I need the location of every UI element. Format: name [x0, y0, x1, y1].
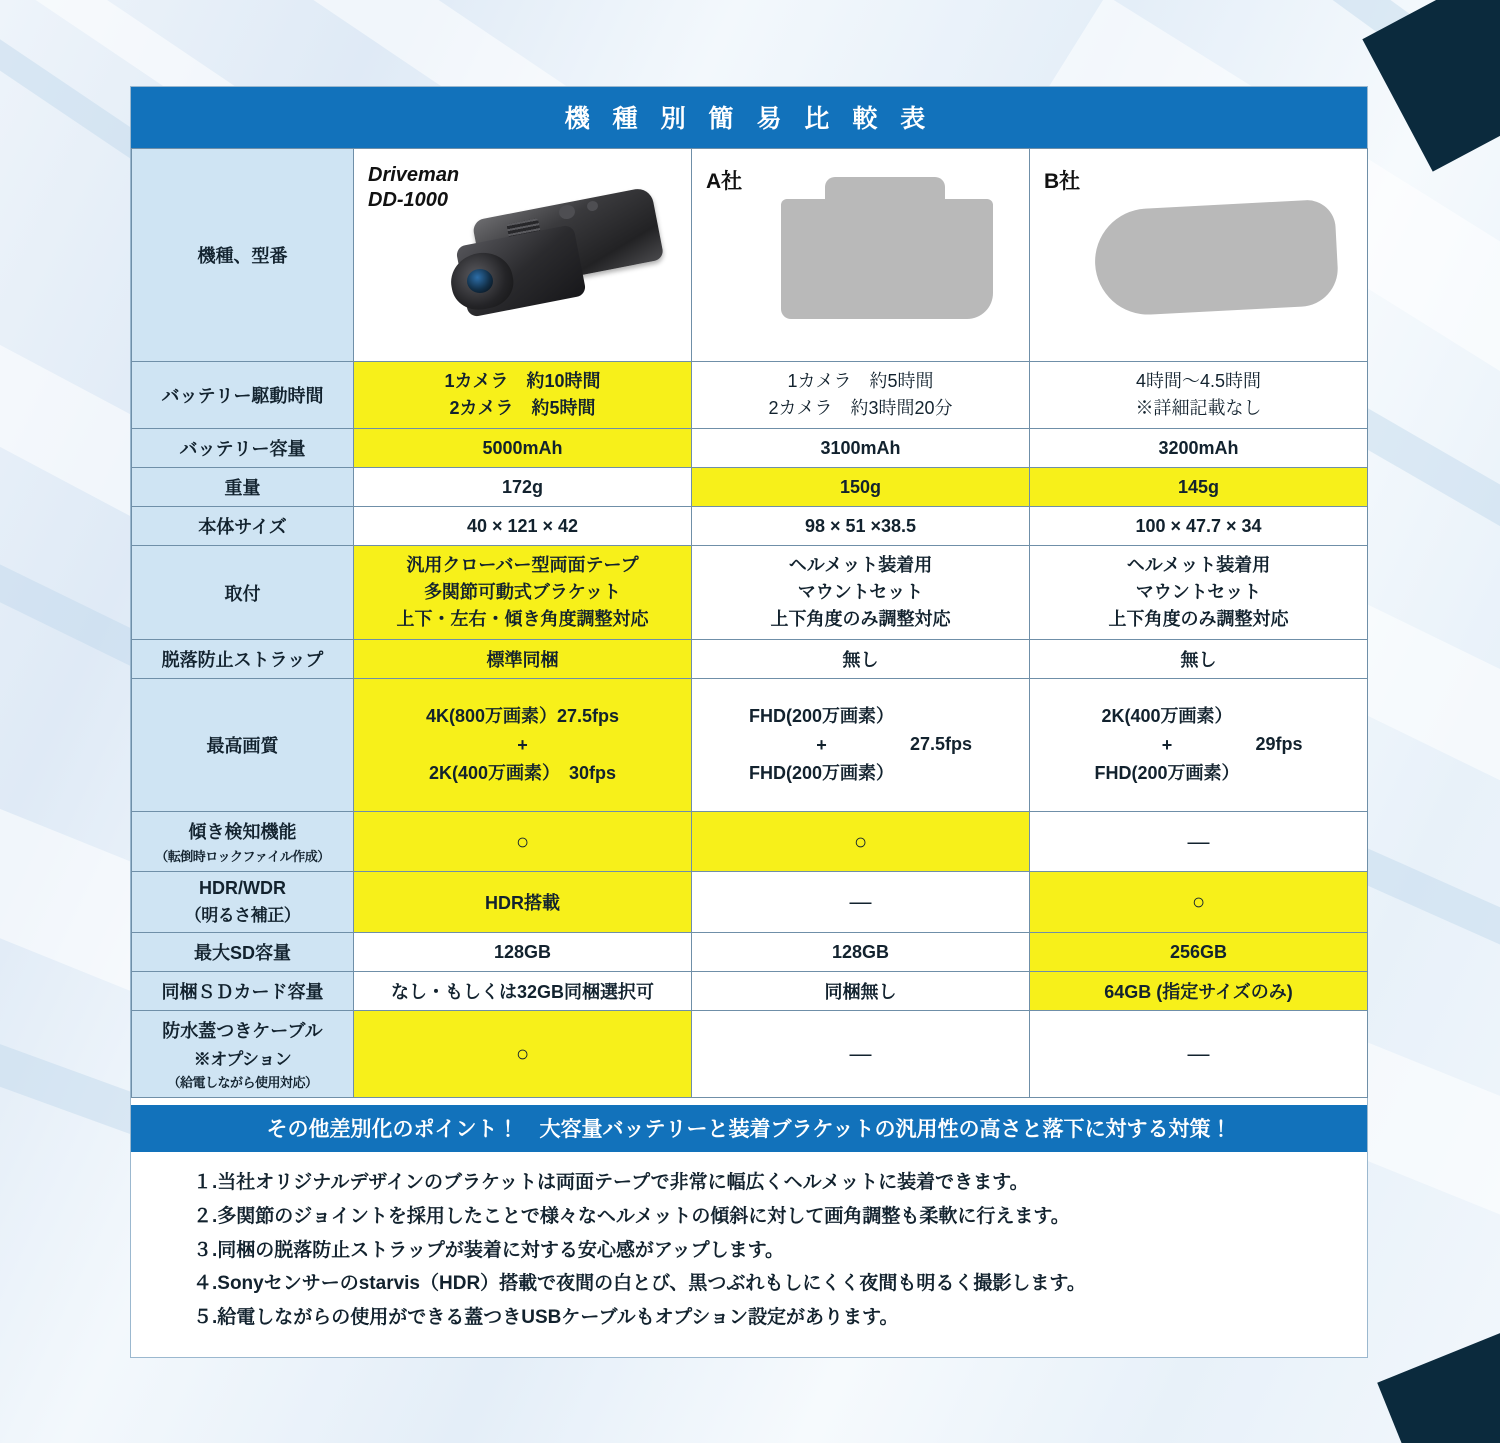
list-item: １.当社オリジナルデザインのブラケットは両面テープで非常に幅広くヘルメットに装着できます。 — [193, 1172, 1029, 1193]
comparison-sheet — [130, 86, 1368, 1358]
row-header-power-subtext: （給電しながら使用対応） — [167, 1075, 318, 1090]
cell-bundled-sd-a: 同梱無し — [692, 972, 1030, 1011]
row-header-max-sd: 最大SD容量 — [132, 933, 354, 972]
table-row — [132, 546, 1368, 640]
brand-name: Driveman — [368, 164, 460, 186]
cell-tilt-driveman: ○ — [354, 812, 692, 872]
table-row — [132, 640, 1368, 679]
cell-tilt-b: — — [1030, 812, 1368, 872]
quality-fps-a: 27.5fps — [909, 734, 973, 755]
cell-battery-capacity-b: 3200mAh — [1030, 429, 1368, 468]
cell-weight-b: 145g — [1030, 468, 1368, 507]
row-header-weight: 重量 — [132, 468, 354, 507]
row-header-hdr-subtext: （明るさ補正） — [184, 906, 301, 925]
cell-battery-life-a: 1カメラ 約5時間 2カメラ 約3時間20分 — [692, 362, 1030, 429]
product-cell-company-b — [1030, 149, 1368, 362]
cell-tilt-a: ○ — [692, 812, 1030, 872]
row-header-quality: 最高画質 — [132, 679, 354, 812]
cell-size-b: 100 × 47.7 × 34 — [1030, 507, 1368, 546]
cell-battery-capacity-driveman: 5000mAh — [354, 429, 692, 468]
table-row — [132, 362, 1368, 429]
table-row — [132, 429, 1368, 468]
row-header-option-subtext: ※オプション — [193, 1050, 292, 1069]
cell-weight-a: 150g — [692, 468, 1030, 507]
cell-mount-b: ヘルメット装着用 マウントセット 上下角度のみ調整対応 — [1030, 546, 1368, 640]
cell-waterproof-driveman: ○ — [354, 1011, 692, 1098]
company-b-product-silhouette — [1092, 199, 1339, 318]
list-item: ２.多関節のジョイントを採用したことで様々なヘルメットの傾斜に対して画角調整も柔軟に行えます。 — [193, 1205, 1070, 1227]
row-header-model: 機種、型番 — [132, 149, 354, 362]
table-row — [132, 933, 1368, 972]
cell-quality-driveman: 4K(800万画素）27.5fps + 2K(400万画素） 30fps — [354, 679, 692, 812]
cell-bundled-sd-b: 64GB (指定サイズのみ) — [1030, 972, 1368, 1011]
table-row — [132, 149, 1368, 362]
cell-hdr-a: — — [692, 872, 1030, 933]
cell-strap-driveman: 標準同梱 — [354, 640, 692, 679]
cell-mount-a: ヘルメット装着用 マウントセット 上下角度のみ調整対応 — [692, 546, 1030, 640]
cell-hdr-b: ○ — [1030, 872, 1368, 933]
cell-quality-b: 2K(400万画素） + FHD(200万画素） 29fps — [1030, 679, 1368, 812]
cell-quality-a: FHD(200万画素） + FHD(200万画素） 27.5fps — [692, 679, 1030, 812]
brand-model: DD-1000 — [368, 189, 449, 211]
table-row — [132, 679, 1368, 812]
table-row — [132, 1011, 1368, 1098]
cell-strap-b: 無し — [1030, 640, 1368, 679]
row-header-bundled-sd: 同梱ＳＤカード容量 — [132, 972, 354, 1011]
cell-max-sd-a: 128GB — [692, 933, 1030, 972]
cell-bundled-sd-driveman: なし・もしくは32GB同梱選択可 — [354, 972, 692, 1011]
list-item: ５.給電しながらの使用ができる蓋つきUSBケーブルもオプション設定があります。 — [193, 1307, 899, 1329]
table-row — [132, 468, 1368, 507]
cell-weight-driveman: 172g — [354, 468, 692, 507]
row-header-size: 本体サイズ — [132, 507, 354, 546]
comparison-table — [131, 148, 1368, 1098]
table-row — [132, 812, 1368, 872]
row-header-battery-capacity: バッテリー容量 — [132, 429, 354, 468]
cell-waterproof-a: — — [692, 1011, 1030, 1098]
cell-strap-a: 無し — [692, 640, 1030, 679]
table-row — [132, 972, 1368, 1011]
product-cell-company-a — [692, 149, 1030, 362]
cell-max-sd-driveman: 128GB — [354, 933, 692, 972]
cell-battery-capacity-a: 3100mAh — [692, 429, 1030, 468]
cell-battery-life-b: 4時間〜4.5時間 ※詳細記載なし — [1030, 362, 1368, 429]
company-a-label: A社 — [706, 170, 743, 193]
row-header-hdr: HDR/WDR （明るさ補正） — [132, 872, 354, 933]
table-row — [132, 872, 1368, 933]
table-row — [132, 507, 1368, 546]
cell-hdr-driveman: HDR搭載 — [354, 872, 692, 933]
cell-size-a: 98 × 51 ×38.5 — [692, 507, 1030, 546]
list-item: ３.同梱の脱落防止ストラップが装着に対する安心感がアップします。 — [193, 1239, 785, 1261]
page-title: 機 種 別 簡 易 比 較 表 — [131, 87, 1367, 148]
points-banner: その他差別化のポイント！ 大容量バッテリーと装着ブラケットの汎用性の高さと落下に対する対策！ — [131, 1105, 1367, 1152]
company-a-product-silhouette — [781, 199, 993, 319]
list-item: ４.Sonyセンサーのstarvis（HDR）搭載で夜間の白とび、黒つぶれもしにくく夜間も明るく撮影します。 — [193, 1273, 1086, 1295]
camera-illustration — [441, 179, 669, 339]
cell-size-driveman: 40 × 121 × 42 — [354, 507, 692, 546]
cell-battery-life-driveman: 1カメラ 約10時間 2カメラ 約5時間 — [354, 362, 692, 429]
cell-waterproof-b: — — [1030, 1011, 1368, 1098]
cell-mount-driveman: 汎用クローバー型両面テープ 多関節可動式ブラケット 上下・左右・傾き角度調整対応 — [354, 546, 692, 640]
row-header-waterproof-cable: 防水蓋つきケーブル ※オプション （給電しながら使用対応） — [132, 1011, 354, 1098]
row-header-mount: 取付 — [132, 546, 354, 640]
row-header-battery-life: バッテリー駆動時間 — [132, 362, 354, 429]
row-header-tilt-detection: 傾き検知機能 （転倒時ロックファイル作成） — [132, 812, 354, 872]
row-header-strap: 脱落防止ストラップ — [132, 640, 354, 679]
company-b-label: B社 — [1044, 170, 1081, 193]
row-header-tilt-subtext: （転倒時ロックファイル作成） — [155, 849, 330, 864]
quality-fps-b: 29fps — [1255, 734, 1303, 755]
cell-max-sd-b: 256GB — [1030, 933, 1368, 972]
product-cell-driveman — [354, 149, 692, 362]
points-list — [131, 1152, 1367, 1357]
